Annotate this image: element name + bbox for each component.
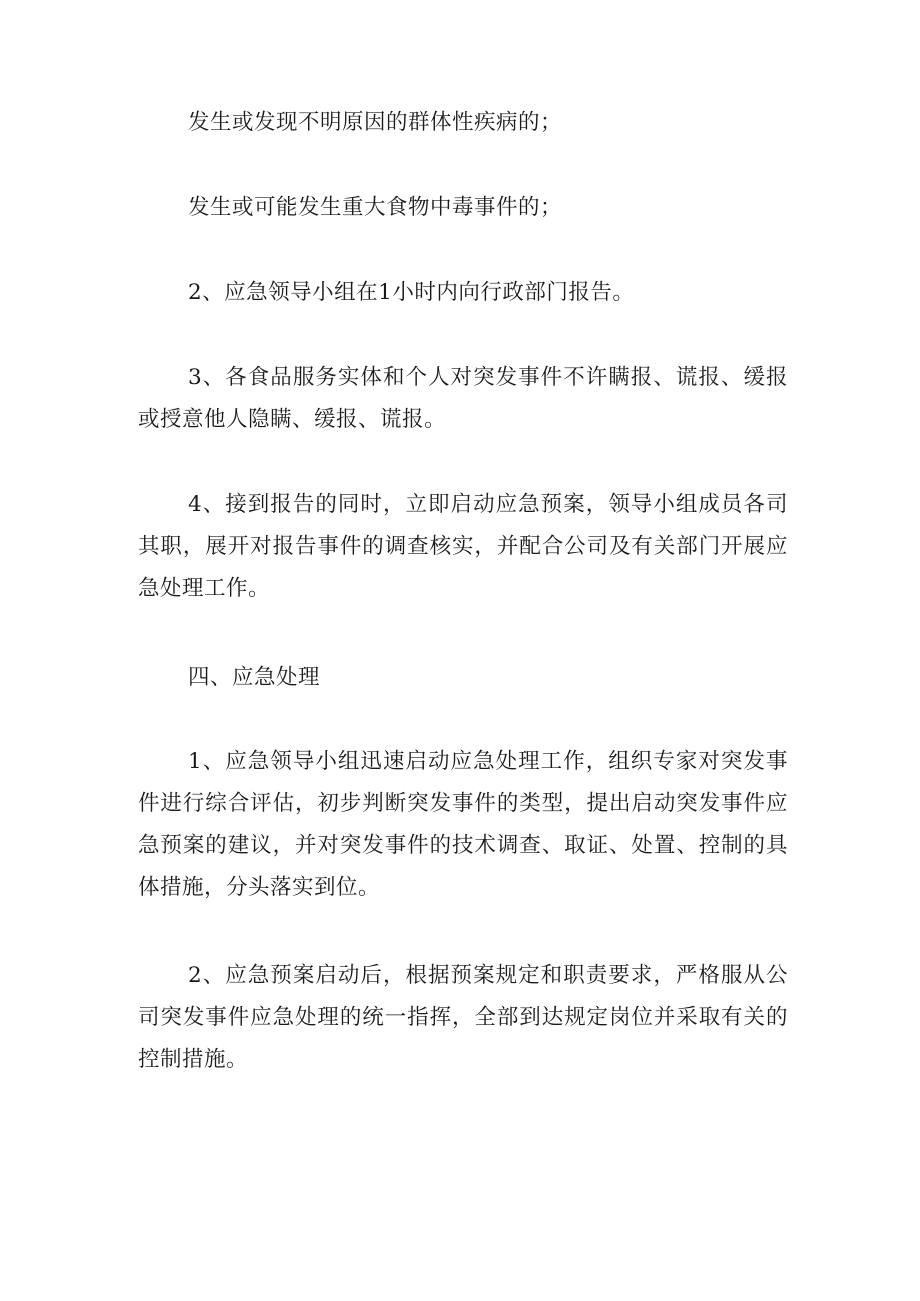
paragraph-report-within-hour: 2、应急领导小组在1小时内向行政部门报告。	[188, 280, 635, 305]
section-heading-emergency-handling: 四、应急处理	[188, 665, 321, 690]
paragraph-no-concealment: 3、各食品服务实体和个人对突发事件不许瞒报、谎报、缓报或授意他人隐瞒、缓报、谎报。	[138, 365, 788, 432]
paragraph-food-poisoning: 发生或可能发生重大食物中毒事件的；	[188, 195, 563, 220]
paragraph-start-emergency-plan: 4、接到报告的同时，立即启动应急预案，领导小组成员各司其职，展开对报告事件的调查核实，并配合公司及有关部门开展应急处理工作。	[138, 492, 788, 601]
paragraph-expert-assessment: 1、应急领导小组迅速启动应急处理工作，组织专家对突发事件进行综合评估，初步判断突发事件的类型，提出启动突发事件应急预案的建议，并对突发事件的技术调查、取证、处置、控制的具体措施，分头落实到位。	[138, 749, 788, 900]
paragraph-unknown-disease: 发生或发现不明原因的群体性疾病的；	[188, 110, 563, 135]
paragraph-unified-command: 2、应急预案启动后，根据预案规定和职责要求，严格服从公司突发事件应急处理的统一指挥，全部到达规定岗位并采取有关的控制措施。	[138, 963, 788, 1072]
